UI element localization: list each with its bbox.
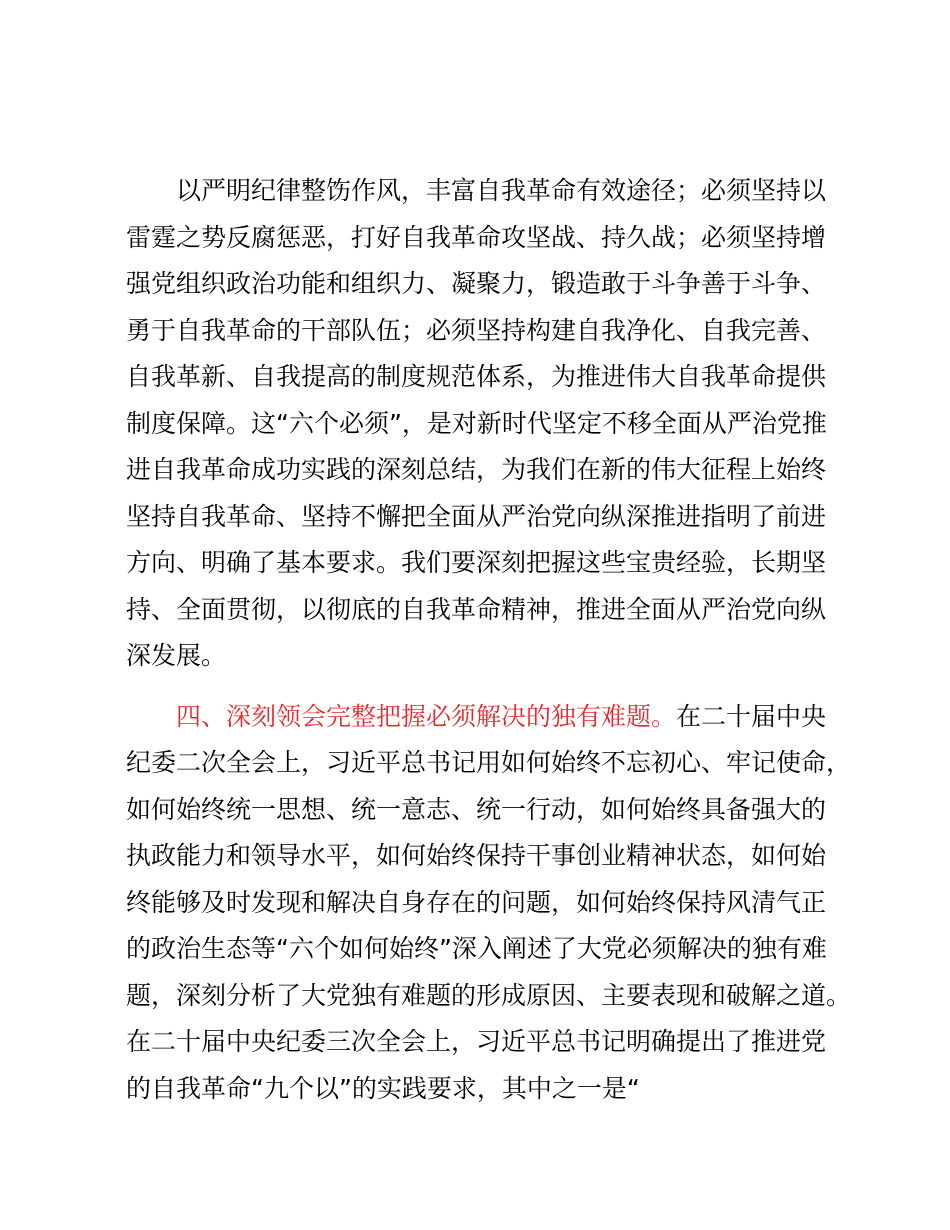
text-line: 以严明纪律整饬作风，丰富自我革命有效途径；必须坚持以 bbox=[176, 176, 827, 205]
text-line: 的自我革命“九个以”的实践要求，其中之一是“ bbox=[126, 1073, 640, 1103]
text-line: 自我革新、自我提高的制度规范体系，为推进伟大自我革命提供 bbox=[126, 362, 827, 391]
text-line: 在二十届中央纪委三次全会上，习近平总书记明确提出了推进党 bbox=[126, 1027, 827, 1056]
text-line: 持、全面贯彻，以彻底的自我革命精神，推进全面从严治党向纵 bbox=[126, 594, 827, 624]
text-line: 强党组织政治功能和组织力、凝聚力，锻造敢于斗争善于斗争、 bbox=[126, 269, 827, 298]
text-line: 题，深刻分析了大党独有难题的形成原因、主要表现和破解之道。 bbox=[126, 980, 852, 1010]
document-body bbox=[126, 168, 852, 1112]
text-line: 如何始终统一思想、统一意志、统一行动，如何始终具备强大的 bbox=[126, 794, 827, 824]
section-heading: 四、深刻领会完整把握必须解决的独有难题。 bbox=[176, 701, 677, 731]
paragraph-1 bbox=[126, 168, 826, 680]
heading-line-rest: 在二十届中央 bbox=[676, 701, 827, 731]
heading-line bbox=[126, 694, 826, 741]
text-line: 进自我革命成功实践的深刻总结，为我们在新的伟大征程上始终 bbox=[126, 455, 827, 484]
paragraph-2 bbox=[126, 694, 852, 1113]
text-line: 制度保障。这“六个必须”，是对新时代坚定不移全面从严治党推 bbox=[126, 408, 827, 438]
text-line: 执政能力和领导水平，如何始终保持干事创业精神状态，如何始 bbox=[126, 841, 827, 870]
text-line: 雷霆之势反腐惩恶，打好自我革命攻坚战、持久战；必须坚持增 bbox=[126, 222, 827, 252]
text-line: 深发展。 bbox=[126, 641, 227, 670]
text-line: 坚持自我革命、坚持不懈把全面从严治党向纵深推进指明了前进 bbox=[126, 501, 827, 531]
text-line: 勇于自我革命的干部队伍；必须坚持构建自我净化、自我完善、 bbox=[126, 315, 827, 345]
text-line: 方向、明确了基本要求。我们要深刻把握这些宝贵经验，长期坚 bbox=[126, 548, 827, 577]
text-line: 终能够及时发现和解决自身存在的问题，如何始终保持风清气正 bbox=[126, 887, 827, 917]
text-line: 的政治生态等“六个如何始终”深入阐述了大党必须解决的独有难 bbox=[126, 934, 827, 963]
text-line: 纪委二次全会上，习近平总书记用如何始终不忘初心、牢记使命， bbox=[126, 748, 852, 777]
